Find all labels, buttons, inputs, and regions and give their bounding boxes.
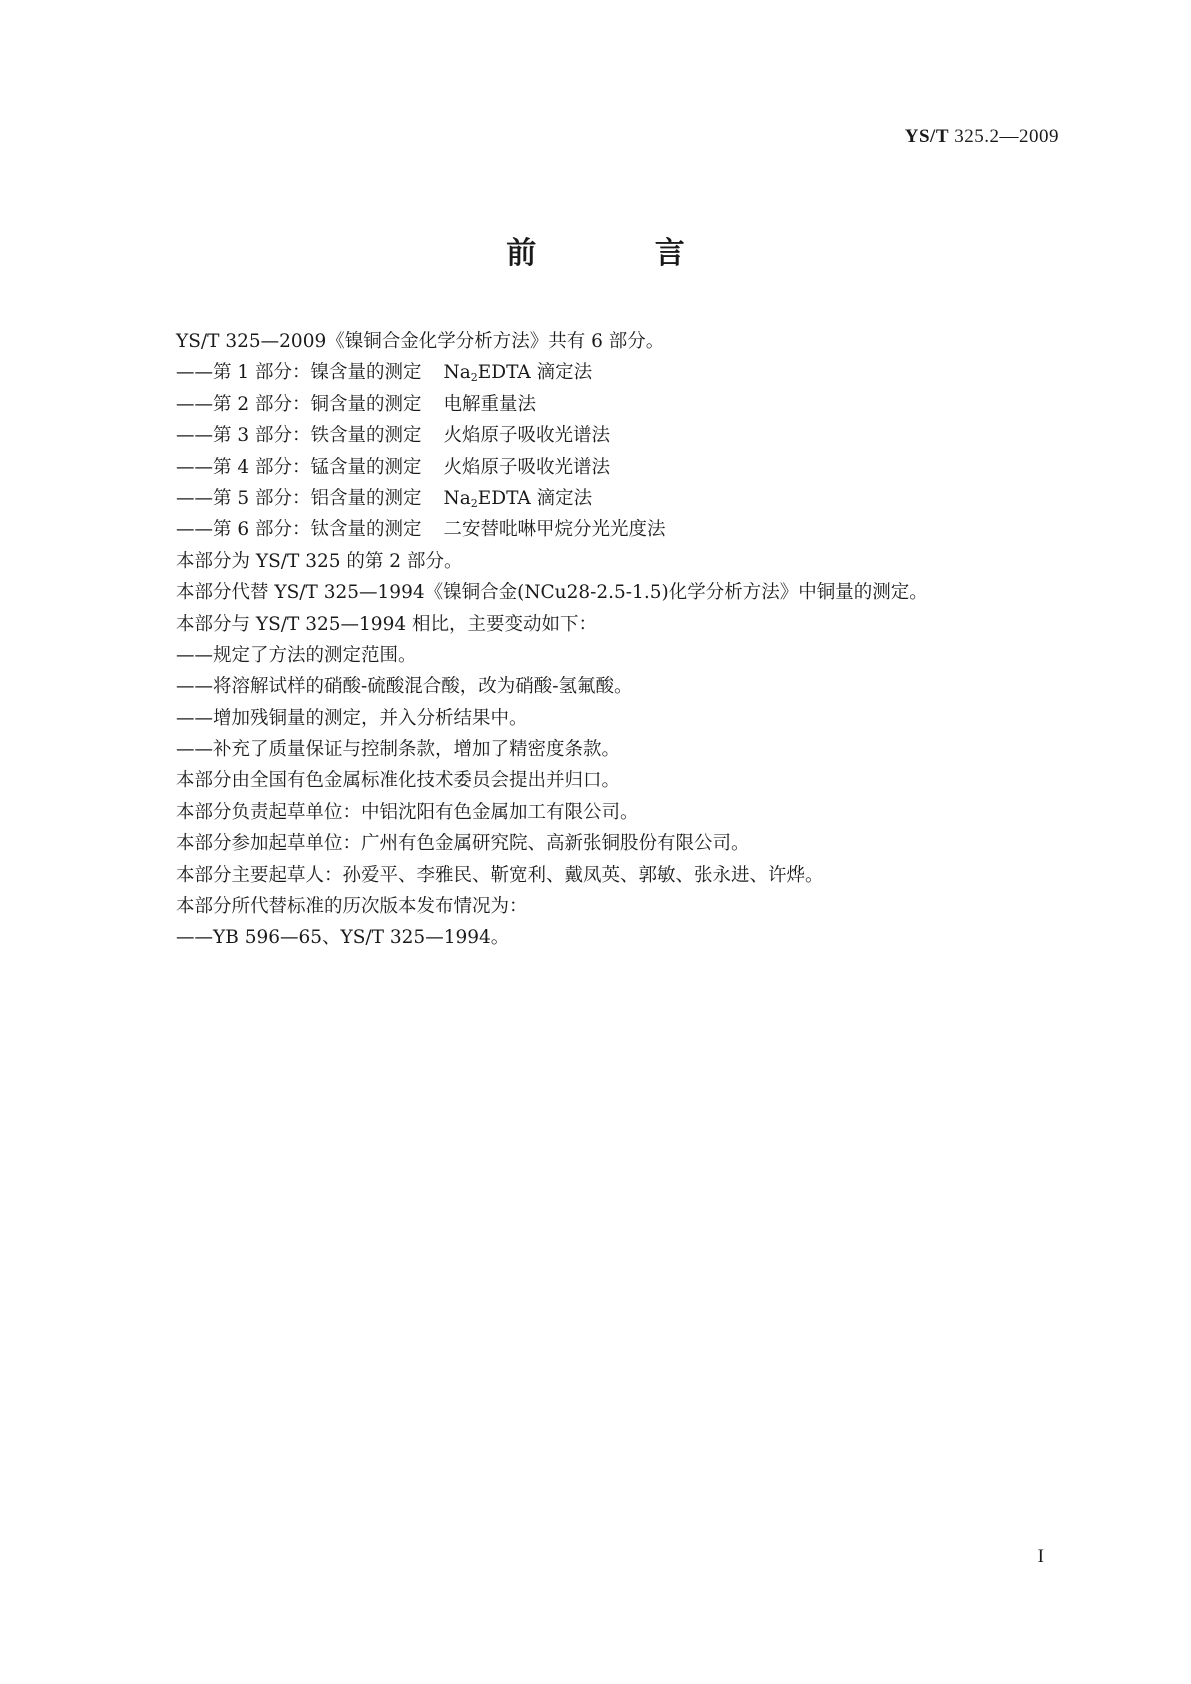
part-method: 火焰原子吸收光谱法 [443, 425, 611, 447]
change-item: ——增加残铜量的测定，并入分析结果中。 [176, 707, 528, 729]
page-title: 前 言 [506, 236, 739, 271]
history-item: ——YB 596—65、YS/T 325—1994。 [176, 927, 510, 949]
part-item [176, 420, 1056, 451]
part-label: ——第 2 部分：铜含量的测定 [176, 393, 422, 415]
part-method-prefix: Na [443, 487, 471, 509]
standard-code: YS/T [904, 126, 949, 147]
part-item [176, 452, 1056, 483]
change-item: ——规定了方法的测定范围。 [176, 644, 417, 666]
paragraph: 本部分所代替标准的历次版本发布情况为： [176, 896, 528, 918]
part-method: 电解重量法 [443, 393, 537, 415]
part-method: 二安替吡啉甲烷分光光度法 [443, 519, 666, 541]
paragraph: 本部分主要起草人：孙爱平、李雅民、靳宽利、戴凤英、郭敏、张永进、许烨。 [176, 864, 824, 886]
part-method: 火焰原子吸收光谱法 [443, 456, 611, 478]
paragraph: 本部分为 YS/T 325 的第 2 部分。 [176, 550, 463, 572]
part-label: ——第 6 部分：钛含量的测定 [176, 519, 422, 541]
part-item [176, 483, 1056, 514]
part-method: EDTA 滴定法 [477, 487, 593, 509]
part-method-subscript: 2 [470, 371, 478, 385]
foreword-body [176, 326, 1056, 954]
part-method-subscript: 2 [470, 496, 478, 510]
paragraph: 本部分负责起草单位：中铝沈阳有色金属加工有限公司。 [176, 801, 639, 823]
paragraph: 本部分参加起草单位：广州有色金属研究院、高新张铜股份有限公司。 [176, 833, 750, 855]
part-method: EDTA 滴定法 [477, 362, 593, 384]
part-item [176, 389, 1056, 420]
paragraph: 本部分由全国有色金属标准化技术委员会提出并归口。 [176, 770, 621, 792]
part-label: ——第 5 部分：铝含量的测定 [176, 487, 422, 509]
part-method-prefix: Na [443, 362, 471, 384]
part-item [176, 357, 1056, 388]
part-label: ——第 1 部分：镍含量的测定 [176, 362, 422, 384]
page-number: I [1037, 1546, 1044, 1567]
part-label: ——第 4 部分：锰含量的测定 [176, 456, 422, 478]
change-item: ——将溶解试样的硝酸-硫酸混合酸，改为硝酸-氢氟酸。 [176, 676, 633, 698]
part-item [176, 514, 1056, 545]
standard-number-value: 325.2—2009 [954, 126, 1059, 147]
paragraph: 本部分与 YS/T 325—1994 相比，主要变动如下： [176, 613, 597, 635]
standard-number [905, 126, 1059, 148]
change-item: ——补充了质量保证与控制条款，增加了精密度条款。 [176, 739, 621, 761]
part-label: ——第 3 部分：铁含量的测定 [176, 425, 422, 447]
paragraph: 本部分代替 YS/T 325—1994《镍铜合金(NCu28-2.5-1.5)化学分析方法》中铜量的测定。 [176, 582, 928, 604]
intro-line: YS/T 325—2009《镍铜合金化学分析方法》共有 6 部分。 [176, 331, 665, 352]
